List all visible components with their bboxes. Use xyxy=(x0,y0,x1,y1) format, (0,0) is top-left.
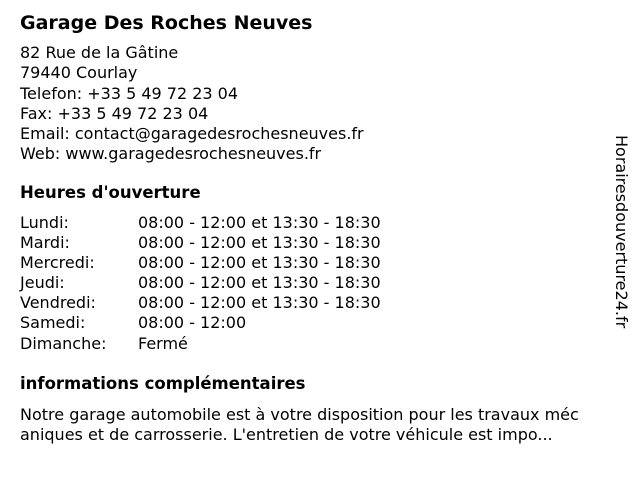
phone-text: Telefon: +33 5 49 72 23 04 xyxy=(20,83,239,103)
additional-info-title: informations complémentaires xyxy=(20,374,306,393)
opening-hours-table xyxy=(20,213,381,354)
time-value: 08:00 - 12:00 et 13:30 - 18:30 xyxy=(138,213,381,232)
email-text: Email: contact@garagedesrochesneuves.fr xyxy=(20,124,364,144)
day-label: Mercredi: xyxy=(20,253,95,273)
day-label: Dimanche: xyxy=(20,333,107,353)
hours-row-monday xyxy=(20,213,381,233)
hours-row-saturday xyxy=(20,313,381,333)
time-value: 08:00 - 12:00 et 13:30 - 18:30 xyxy=(138,273,381,293)
hours-row-friday xyxy=(20,293,381,313)
time-value: 08:00 - 12:00 et 13:30 - 18:30 xyxy=(138,253,381,273)
day-label: Lundi: xyxy=(20,213,69,232)
opening-hours-title: Heures d'ouverture xyxy=(20,183,201,202)
day-label: Jeudi: xyxy=(20,273,65,293)
website-text: Web: www.garagedesrochesneuves.fr xyxy=(20,144,322,164)
fax-text: Fax: +33 5 49 72 23 04 xyxy=(20,103,209,123)
hours-row-sunday xyxy=(20,334,381,354)
address-line-2: 79440 Courlay xyxy=(20,63,138,83)
hours-row-tuesday xyxy=(20,233,381,253)
time-value: 08:00 - 12:00 et 13:30 - 18:30 xyxy=(138,293,381,313)
address-line-1: 82 Rue de la Gâtine xyxy=(20,43,179,62)
hours-row-wednesday xyxy=(20,253,381,273)
business-name: Garage Des Roches Neuves xyxy=(20,12,313,34)
day-label: Samedi: xyxy=(20,313,86,333)
contact-block xyxy=(20,43,364,165)
hours-row-thursday xyxy=(20,273,381,293)
site-watermark-label: Horairesdouverture24.fr xyxy=(612,135,631,329)
day-label: Mardi: xyxy=(20,233,70,253)
day-label: Vendredi: xyxy=(20,293,96,313)
time-value: 08:00 - 12:00 xyxy=(138,313,247,333)
time-value: 08:00 - 12:00 et 13:30 - 18:30 xyxy=(138,233,381,253)
time-value: Fermé xyxy=(138,333,188,353)
additional-info-text: Notre garage automobile est à votre disposition pour les travaux méc aniques et de carrosserie. L'entretien de votre véhicule est impo... xyxy=(20,405,579,445)
